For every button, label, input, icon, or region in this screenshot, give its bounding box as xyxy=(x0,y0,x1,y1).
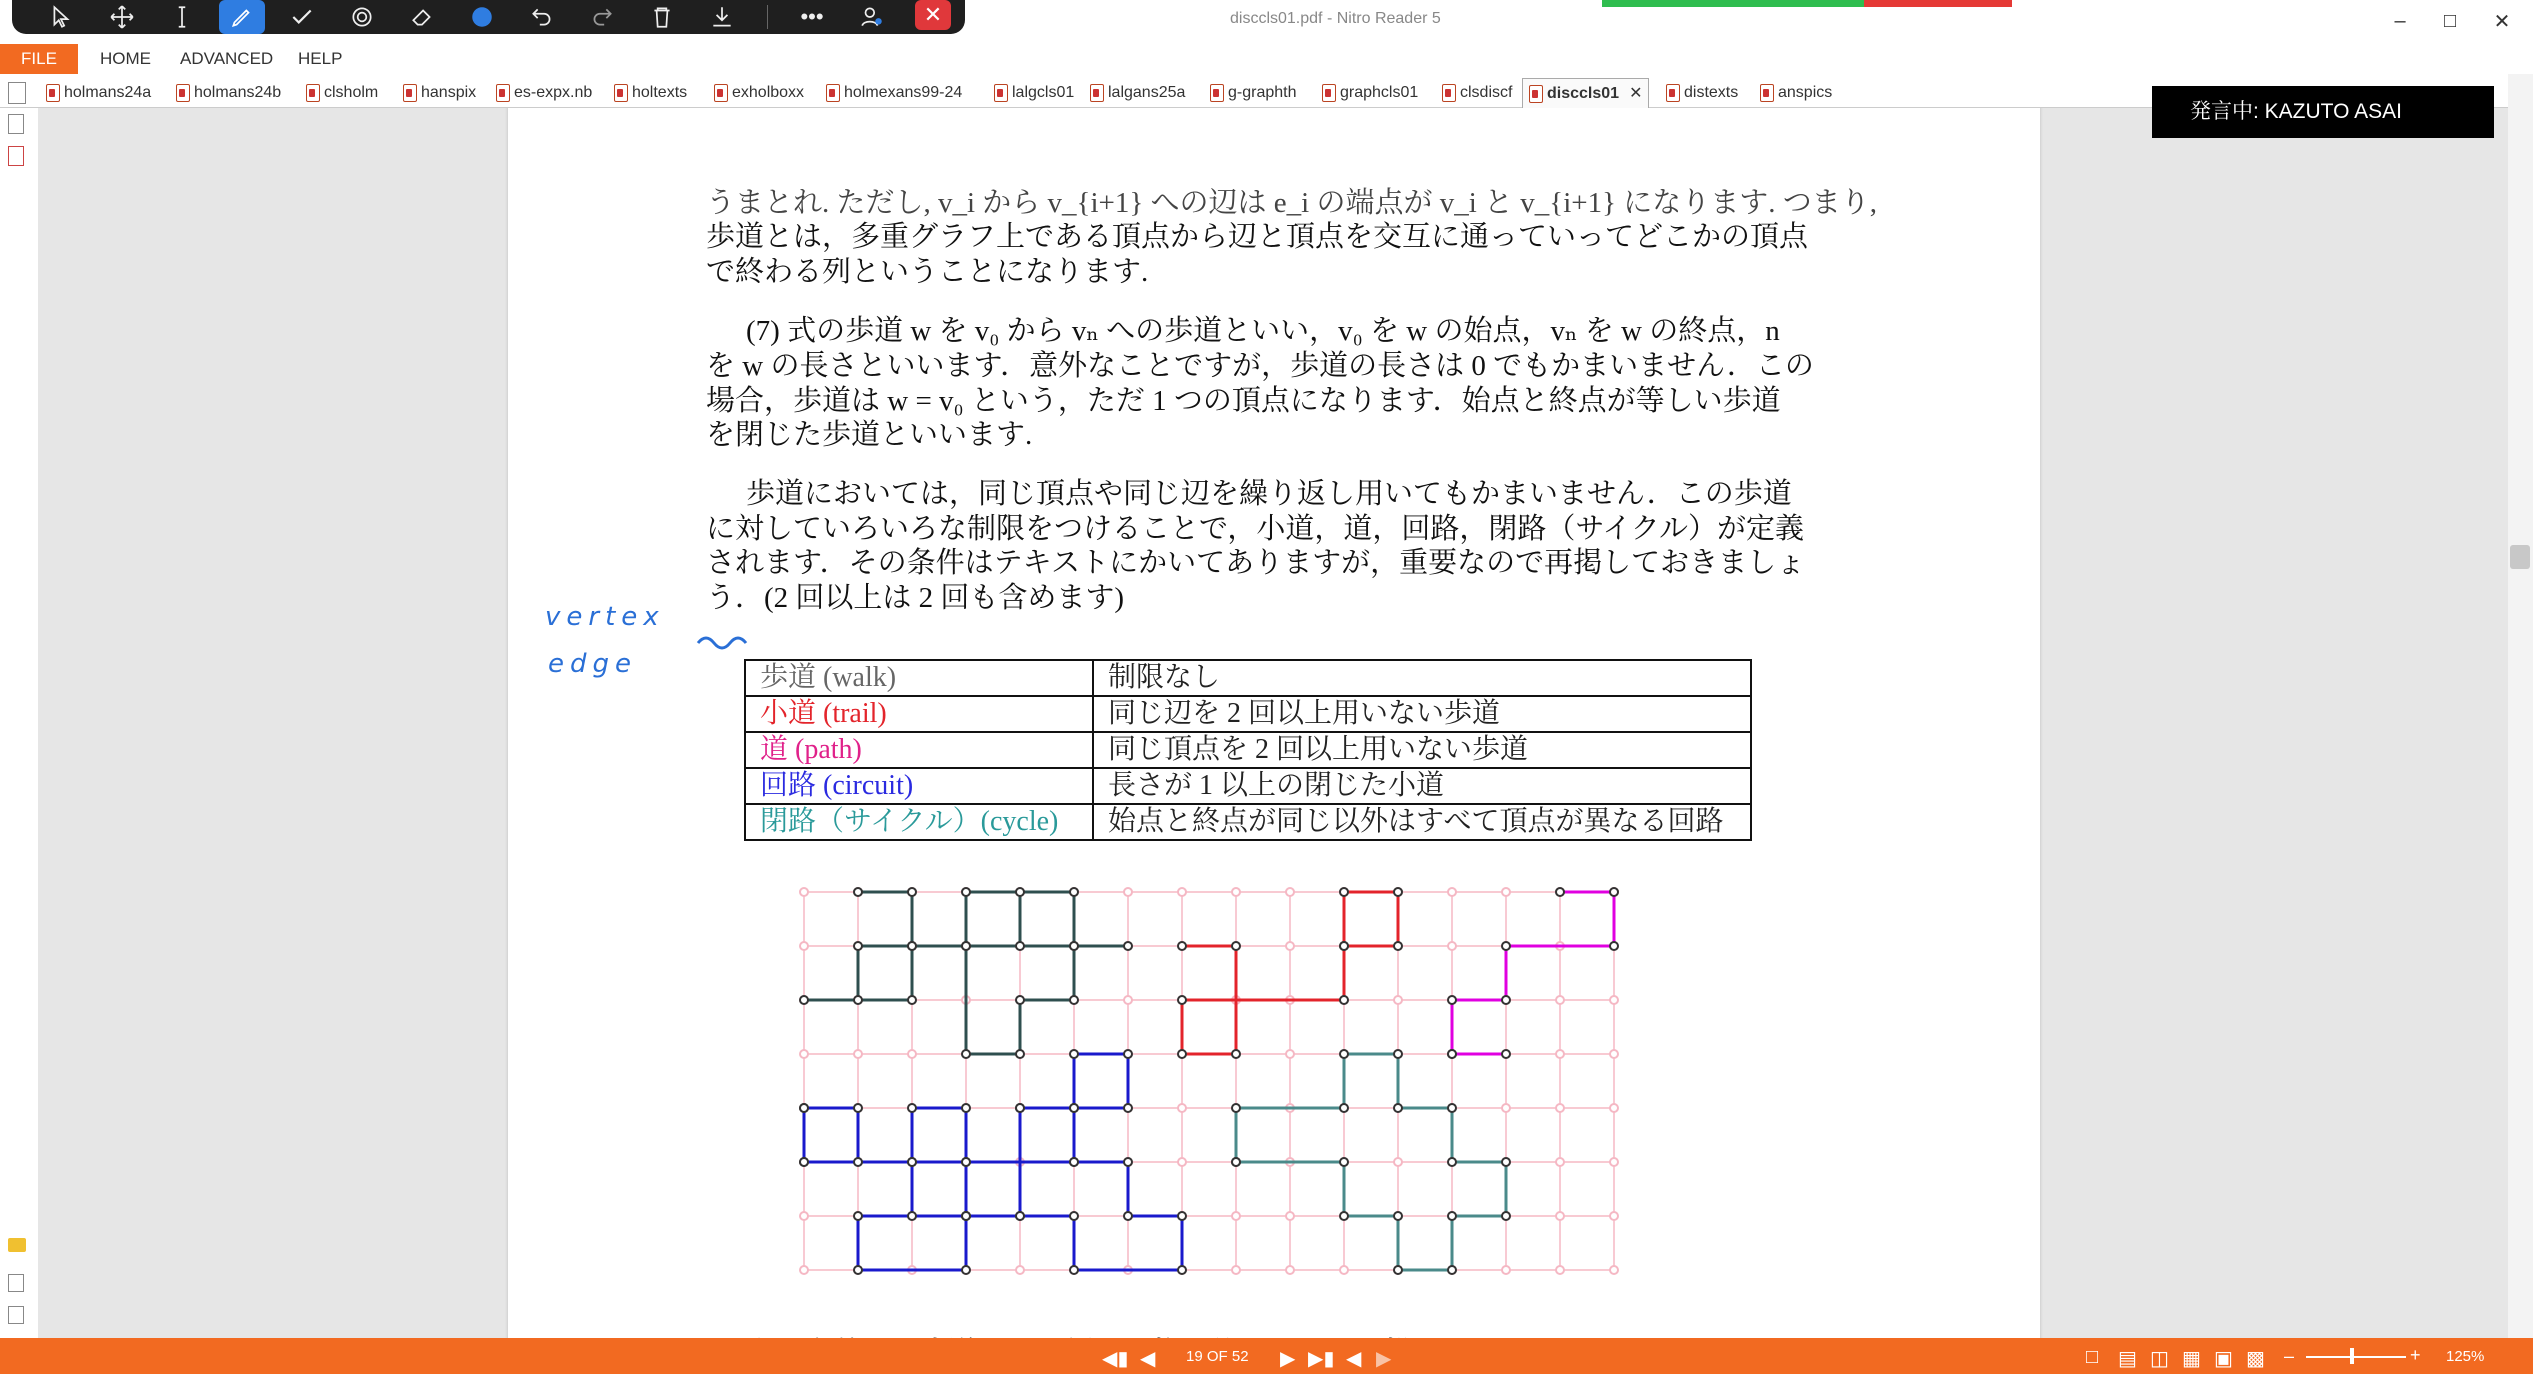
graph-vertex xyxy=(1070,1212,1078,1220)
graph-vertex xyxy=(1340,1104,1348,1112)
graph-vertex xyxy=(854,1104,862,1112)
graph-vertex xyxy=(1016,1266,1024,1274)
table-row xyxy=(745,768,1751,804)
pdf-icon xyxy=(994,84,1008,102)
para0-line3: で終わる列ということになります. xyxy=(706,256,1149,288)
pdf-icon xyxy=(1210,84,1224,102)
graph-vertex xyxy=(1610,888,1618,896)
graph-vertex xyxy=(1610,1104,1618,1112)
graph-vertex xyxy=(1394,996,1402,1004)
para0-line2: 歩道とは，多重グラフ上である頂点から辺と頂点を交互に通っていってどこかの頂点 xyxy=(706,221,1809,253)
graph-vertex xyxy=(908,1104,916,1112)
graph-vertex xyxy=(800,1212,808,1220)
check-icon[interactable] xyxy=(272,0,332,34)
select-arrow-icon[interactable] xyxy=(32,0,92,34)
undo-icon[interactable] xyxy=(512,0,572,34)
graph-vertex xyxy=(1556,996,1564,1004)
graph-vertex xyxy=(854,1158,862,1166)
tab-g-graphth[interactable]: g-graphth xyxy=(1210,80,1297,106)
graph-vertex xyxy=(1394,1050,1402,1058)
graph-vertex xyxy=(1232,1212,1240,1220)
graph-vertex xyxy=(1502,1266,1510,1274)
graph-vertex xyxy=(1448,1050,1456,1058)
graph-vertex xyxy=(1178,1266,1186,1274)
pdf-icon xyxy=(1529,85,1543,103)
graph-vertex xyxy=(1178,1212,1186,1220)
graph-vertex xyxy=(854,942,862,950)
para1-line4: を閉じた歩道といいます. xyxy=(706,419,1033,451)
graph-vertex xyxy=(800,1266,808,1274)
left-sidebar xyxy=(0,108,39,1338)
attachments-panel-icon[interactable] xyxy=(8,146,24,166)
tab-clsholm[interactable]: clsholm xyxy=(306,80,378,106)
fullscreen-icon[interactable]: ▩ xyxy=(2246,1348,2265,1370)
window-title: disccls01.pdf - Nitro Reader 5 xyxy=(1230,10,1441,27)
comments-panel-icon[interactable] xyxy=(8,1238,26,1252)
tab-anspics[interactable]: anspics xyxy=(1760,80,1832,106)
graph-vertex xyxy=(1394,888,1402,896)
para2-line4: う．(2 回以上は 2 回も含めます) xyxy=(706,582,1125,614)
tab-holmans24a[interactable]: holmans24a xyxy=(46,80,151,106)
last-page-icon[interactable]: ▶▮ xyxy=(1308,1348,1335,1370)
graph-vertex xyxy=(1340,1266,1348,1274)
tab-graphcls01[interactable]: graphcls01 xyxy=(1322,80,1418,106)
graph-vertex xyxy=(1448,1212,1456,1220)
graph-vertex xyxy=(1502,1104,1510,1112)
pen-icon[interactable] xyxy=(219,0,265,34)
graph-vertex xyxy=(1286,888,1294,896)
graph-vertex xyxy=(1556,888,1564,896)
text-cursor-icon[interactable] xyxy=(152,0,212,34)
graph-vertex xyxy=(800,888,808,896)
pdf-icon xyxy=(403,84,417,102)
pages-panel-icon[interactable] xyxy=(8,114,24,134)
para0-line1: うまとれ. ただし, v_i から v_{i+1} への辺は e_i の端点が v_i と v_{i+1} になります. つまり, xyxy=(706,187,1878,219)
menu-help[interactable]: HELP xyxy=(298,49,343,68)
table-row xyxy=(745,804,1751,840)
menu-advanced[interactable]: ADVANCED xyxy=(180,49,274,68)
facing-continuous-icon[interactable]: ▦ xyxy=(2182,1348,2201,1370)
pdf-icon xyxy=(1322,84,1336,102)
graph-vertex xyxy=(1016,1212,1024,1220)
graph-vertex xyxy=(1610,996,1618,1004)
graph-vertex xyxy=(1556,1104,1564,1112)
stamp-icon[interactable] xyxy=(332,0,392,34)
close-tab-icon[interactable]: ✕ xyxy=(1629,85,1643,102)
graph-vertex xyxy=(1502,996,1510,1004)
tab-lalgans25a[interactable]: lalgans25a xyxy=(1090,80,1185,106)
status-strip-green xyxy=(1602,0,1864,7)
graph-vertex xyxy=(1286,1266,1294,1274)
graph-vertex xyxy=(1124,996,1132,1004)
handwriting-edge: edge xyxy=(548,649,637,679)
status-strip-red xyxy=(1864,0,2012,7)
tab-lalgcls01[interactable]: lalgcls01 xyxy=(994,80,1074,106)
graph-vertex xyxy=(1448,1104,1456,1112)
graph-vertex xyxy=(854,1266,862,1274)
graph-vertex xyxy=(800,1158,808,1166)
graph-vertex xyxy=(1286,942,1294,950)
pdf-icon xyxy=(1090,84,1104,102)
graph-vertex xyxy=(908,1050,916,1058)
redo-icon[interactable] xyxy=(572,0,632,34)
graph-vertex xyxy=(1016,1050,1024,1058)
menu-file[interactable]: FILE xyxy=(0,44,78,74)
pdf-icon xyxy=(826,84,840,102)
table-row xyxy=(745,696,1751,732)
graph-vertex xyxy=(1286,1212,1294,1220)
para2-line3: されます．その条件はテキストにかいてありますが，重要なので再掲しておきましょ xyxy=(706,547,1806,579)
graph-vertex xyxy=(1448,996,1456,1004)
tab-disccls01[interactable]: disccls01 ✕ xyxy=(1522,78,1649,109)
graph-vertex xyxy=(1070,1104,1078,1112)
attach-panel-icon[interactable] xyxy=(8,1274,24,1292)
graph-vertex xyxy=(854,888,862,896)
close-window-button[interactable]: ✕ xyxy=(2493,10,2511,33)
zoom-in-icon[interactable]: + xyxy=(2410,1345,2421,1365)
para1-line2: を w の長さといいます．意外なことですが，歩道の長さは 0 でもかまいません．この xyxy=(706,350,1814,382)
graph-vertex xyxy=(1232,1050,1240,1058)
para2-line1: 歩道においては，同じ頂点や同じ辺を繰り返し用いてもかまいません．この歩道 xyxy=(746,478,1792,510)
menu-home[interactable]: HOME xyxy=(100,49,151,68)
graph-vertex xyxy=(1556,1158,1564,1166)
back-view-icon[interactable]: ◀ xyxy=(1346,1348,1362,1370)
document-viewport[interactable] xyxy=(38,108,2508,1338)
tab-exholboxx[interactable]: exholboxx xyxy=(714,80,804,106)
term-cycle: 閉路（サイクル）(cycle) xyxy=(745,804,1093,840)
status-bar xyxy=(0,1338,2533,1374)
graph-vertex xyxy=(908,888,916,896)
graph-vertex xyxy=(962,1050,970,1058)
graph-vertex xyxy=(908,942,916,950)
graph-vertex xyxy=(1016,942,1024,950)
zoom-slider-handle[interactable] xyxy=(2350,1348,2354,1364)
eraser-icon[interactable] xyxy=(392,0,452,34)
graph-vertex xyxy=(1448,1158,1456,1166)
graph-vertex xyxy=(1610,1158,1618,1166)
pdf-page xyxy=(508,108,2040,1338)
maximize-button[interactable]: □ xyxy=(2443,9,2457,32)
graph-vertex xyxy=(1016,1104,1024,1112)
graph-vertex xyxy=(1016,996,1024,1004)
graph-vertex xyxy=(1070,996,1078,1004)
graph-vertex xyxy=(1610,1212,1618,1220)
graph-vertex xyxy=(1124,1158,1132,1166)
graph-vertex xyxy=(1124,942,1132,950)
graph-vertex xyxy=(1178,888,1186,896)
graph-vertex xyxy=(1286,1050,1294,1058)
graph-vertex xyxy=(1340,888,1348,896)
graph-vertex xyxy=(1394,942,1402,950)
pdf-icon xyxy=(306,84,320,102)
tab-holmexans99-24[interactable]: holmexans99-24 xyxy=(826,80,962,106)
para3-line1 xyxy=(746,1330,1790,1338)
pdf-icon xyxy=(176,84,190,102)
page-icon[interactable] xyxy=(8,82,26,104)
graph-vertex xyxy=(962,942,970,950)
tab-es-expx[interactable]: es-expx.nb xyxy=(496,80,592,106)
def-cycle: 始点と終点が同じ以外はすべて頂点が異なる回路 xyxy=(1093,804,1751,840)
menu-bar xyxy=(0,44,2533,74)
zoom-out-icon[interactable]: – xyxy=(2284,1346,2295,1366)
pdf-icon xyxy=(1666,84,1680,102)
def-walk: 制限なし xyxy=(1093,660,1751,696)
graph-vertex xyxy=(1124,1104,1132,1112)
graph-vertex xyxy=(962,888,970,896)
tab-distexts[interactable]: distexts xyxy=(1666,80,1738,106)
continuous-icon[interactable]: ▤ xyxy=(2118,1348,2137,1370)
table-row xyxy=(745,732,1751,768)
user-settings-icon[interactable] xyxy=(842,0,902,34)
graph-vertex xyxy=(1502,888,1510,896)
graph-vertex xyxy=(1232,1104,1240,1112)
graph-vertex xyxy=(1178,1158,1186,1166)
graph-vertex xyxy=(854,1212,862,1220)
graph-vertex xyxy=(908,1212,916,1220)
graph-vertex xyxy=(1448,1266,1456,1274)
graph-vertex xyxy=(1610,942,1618,950)
graph-vertex xyxy=(962,1104,970,1112)
term-circuit: 回路 (circuit) xyxy=(745,768,1093,804)
graph-vertex xyxy=(1610,1050,1618,1058)
graph-vertex xyxy=(1448,942,1456,950)
graph-vertex xyxy=(854,1050,862,1058)
close-annotation-button[interactable]: ✕ xyxy=(915,0,951,30)
pdf-icon xyxy=(1442,84,1456,102)
def-circuit: 長さが 1 以上の閉じた小道 xyxy=(1093,768,1751,804)
graph-vertex xyxy=(1232,1158,1240,1166)
download-icon[interactable] xyxy=(692,0,752,34)
def-trail: 同じ辺を 2 回以上用いない歩道 xyxy=(1093,696,1751,732)
graph-vertex xyxy=(1394,1104,1402,1112)
graph-vertex xyxy=(1556,1050,1564,1058)
para2-line2: に対していろいろな制限をつけることで，小道，道，回路，閉路（サイクル）が定義 xyxy=(706,513,1804,545)
graph-vertex xyxy=(1340,1212,1348,1220)
graph-vertex xyxy=(908,1158,916,1166)
tab-clsdiscf[interactable]: clsdiscf xyxy=(1442,80,1512,106)
speaker-indicator: 発言中: KAZUTO ASAI xyxy=(2152,86,2494,138)
graph-vertex xyxy=(1448,888,1456,896)
graph-vertex xyxy=(1178,1050,1186,1058)
first-page-icon[interactable]: ◀▮ xyxy=(1102,1348,1129,1370)
handwriting-vertex: vertex xyxy=(545,602,665,632)
graph-vertex xyxy=(1232,942,1240,950)
annotation-toolbar xyxy=(12,0,965,34)
graph-vertex xyxy=(1016,888,1024,896)
facing-icon[interactable]: ◫ xyxy=(2150,1348,2169,1370)
fit-page-icon[interactable]: ▣ xyxy=(2214,1348,2233,1370)
graph-vertex xyxy=(962,1158,970,1166)
graph-vertex xyxy=(1502,1212,1510,1220)
next-page-icon[interactable]: ▶ xyxy=(1280,1348,1296,1370)
minimize-button[interactable]: – xyxy=(2394,9,2406,32)
pdf-icon xyxy=(496,84,510,102)
pdf-icon xyxy=(714,84,728,102)
zoom-slider[interactable] xyxy=(2306,1356,2406,1358)
graph-vertex xyxy=(1124,1050,1132,1058)
graph-vertex xyxy=(1178,1104,1186,1112)
forward-view-icon[interactable]: ▶ xyxy=(1376,1348,1392,1370)
prev-page-icon[interactable]: ◀ xyxy=(1140,1348,1156,1370)
graph-vertex xyxy=(1502,1050,1510,1058)
term-trail: 小道 (trail) xyxy=(745,696,1093,732)
graph-vertex xyxy=(1124,1212,1132,1220)
graph-vertex xyxy=(1502,942,1510,950)
graph-vertex xyxy=(800,996,808,1004)
graph-vertex xyxy=(1394,1212,1402,1220)
graph-vertex xyxy=(1070,1050,1078,1058)
graph-vertex xyxy=(1070,1266,1078,1274)
term-walk: 歩道 (walk) xyxy=(745,660,1093,696)
graph-vertex xyxy=(1340,1158,1348,1166)
graph-vertex xyxy=(1124,888,1132,896)
scroll-thumb[interactable] xyxy=(2510,545,2530,569)
more-icon[interactable]: ••• xyxy=(800,4,824,29)
graph-vertex xyxy=(1232,1266,1240,1274)
graph-vertex xyxy=(800,1050,808,1058)
grid-graph-figure xyxy=(798,886,1638,1286)
graph-vertex xyxy=(908,996,916,1004)
pdf-icon xyxy=(614,84,628,102)
graph-vertex xyxy=(800,1104,808,1112)
graph-vertex xyxy=(1610,1266,1618,1274)
move-icon[interactable] xyxy=(92,0,152,34)
graph-vertex xyxy=(1070,942,1078,950)
single-page-icon[interactable]: □ xyxy=(2086,1346,2099,1368)
color-dot-icon[interactable] xyxy=(452,0,512,34)
fields-panel-icon[interactable] xyxy=(8,1306,24,1324)
graph-vertex xyxy=(1340,942,1348,950)
graph-vertex xyxy=(1340,1050,1348,1058)
toolbar-divider xyxy=(752,0,782,34)
graph-vertex xyxy=(1394,1158,1402,1166)
pdf-icon xyxy=(46,84,60,102)
graph-vertex xyxy=(962,1266,970,1274)
graph-vertex xyxy=(962,1212,970,1220)
graph-vertex xyxy=(1556,1212,1564,1220)
graph-vertex xyxy=(854,996,862,1004)
graph-vertex xyxy=(800,942,808,950)
graph-vertex xyxy=(1340,996,1348,1004)
graph-vertex xyxy=(1502,1158,1510,1166)
tab-holtexts[interactable]: holtexts xyxy=(614,80,687,106)
graph-vertex xyxy=(1178,996,1186,1004)
tab-hanspix[interactable]: hanspix xyxy=(403,80,476,106)
para1-line3: 場合，歩道は w = v₀ という，ただ 1 つの頂点になります．始点と終点が等しい歩道 xyxy=(706,385,1781,417)
vertical-scrollbar[interactable] xyxy=(2508,74,2533,1338)
graph-vertex xyxy=(1232,888,1240,896)
table-row xyxy=(745,660,1751,696)
graph-vertex xyxy=(1070,1158,1078,1166)
graph-vertex xyxy=(1178,942,1186,950)
page-indicator[interactable]: 19 OF 52 xyxy=(1186,1348,1249,1365)
tab-holmans24b[interactable]: holmans24b xyxy=(176,80,281,106)
graph-vertex xyxy=(1394,1266,1402,1274)
graph-vertex xyxy=(1556,1266,1564,1274)
pdf-icon xyxy=(1760,84,1774,102)
def-path: 同じ頂点を 2 回以上用いない歩道 xyxy=(1093,732,1751,768)
definition-table xyxy=(744,659,1752,841)
term-path: 道 (path) xyxy=(745,732,1093,768)
zoom-level[interactable]: 125% xyxy=(2446,1348,2485,1365)
trash-icon[interactable] xyxy=(632,0,692,34)
graph-vertex xyxy=(1070,888,1078,896)
para1-line1: (7) 式の歩道 w を v₀ から vₙ への歩道といい，v₀ を w の始点，vₙ を w の終点，n xyxy=(746,315,1780,347)
